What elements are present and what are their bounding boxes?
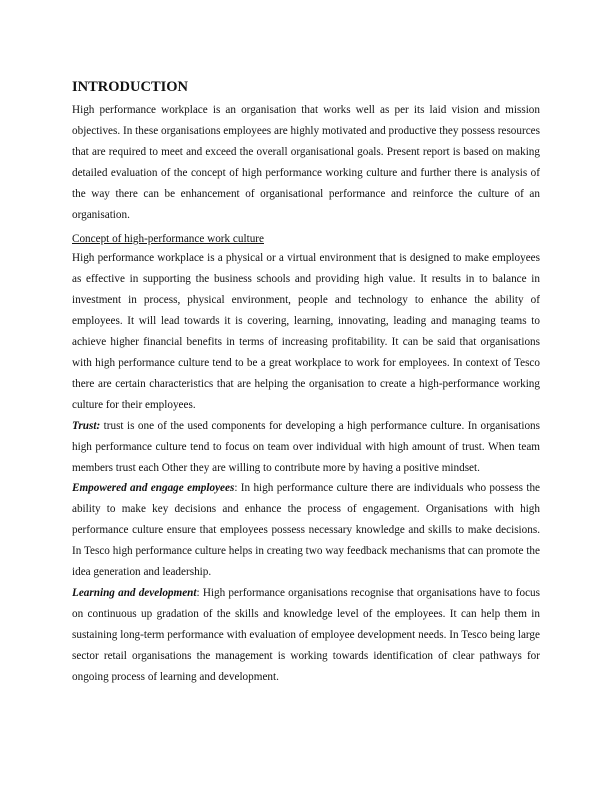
- learning-term: Learning and development: [72, 586, 197, 599]
- trust-term: Trust:: [72, 419, 101, 432]
- learning-paragraph: [72, 583, 540, 688]
- intro-paragraph: High performance workplace is an organisation that works well as per its laid vision and mission objectives. In these organisations employees are highly motivated and productive they possess resources that are required to meet and exceed the overall organisational goals. Present report is based on making detailed evaluation of the concept of high performance working culture and further there is analysis of the way there can be enhancement of organisational performance and reinforce the culture of an organisation.: [72, 104, 540, 221]
- trust-paragraph: [72, 416, 540, 479]
- empowered-paragraph: [72, 478, 540, 583]
- section-title-concept: Concept of high-performance work culture: [72, 233, 264, 246]
- empowered-term: Empowered and engage employees: [72, 482, 235, 495]
- empowered-text: : In high performance culture there are individuals who possess the ability to make key decisions and enhance the process of engagement. Organisations with high performance culture ensure that employees possess necessary knowledge and skills to make decisions. In Tesco high performance culture helps in creating two way feedback mechanisms that can promote the idea generation and leadership.: [72, 482, 541, 579]
- learning-text: : High performance organisations recognise that organisations have to focus on continuous up gradation of the skills and knowledge level of the employees. It can help them in sustaining long-term performance with evaluation of employee development needs. In Tesco being large sector retail organisations the management is working towards identification of clear pathways for ongoing process of learning and development.: [72, 586, 540, 683]
- trust-text: trust is one of the used components for developing a high performance culture. In organisations high performance culture tend to focus on team over individual with high amount of trust. When team members trust each Other they are willing to contribute more by having a positive mindset.: [72, 419, 540, 474]
- concept-paragraph: High performance workplace is a physical or a virtual environment that is designed to make employees as effective in supporting the business schools and providing high value. It results in to balance in investment in process, physical environment, people and technology to enhance the ability of employees. It will lead towards it is covering, learning, innovating, leading and managing teams to achieve higher financial benefits in terms of increasing profitability. It can be said that organisations with high performance culture tend to be a great workplace to work for employees. In context of Tesco there are certain characteristics that are helping the organisation to create a high-performance working culture for their employees.: [72, 252, 540, 411]
- heading-introduction: INTRODUCTION: [72, 79, 189, 95]
- document-page: [72, 78, 540, 687]
